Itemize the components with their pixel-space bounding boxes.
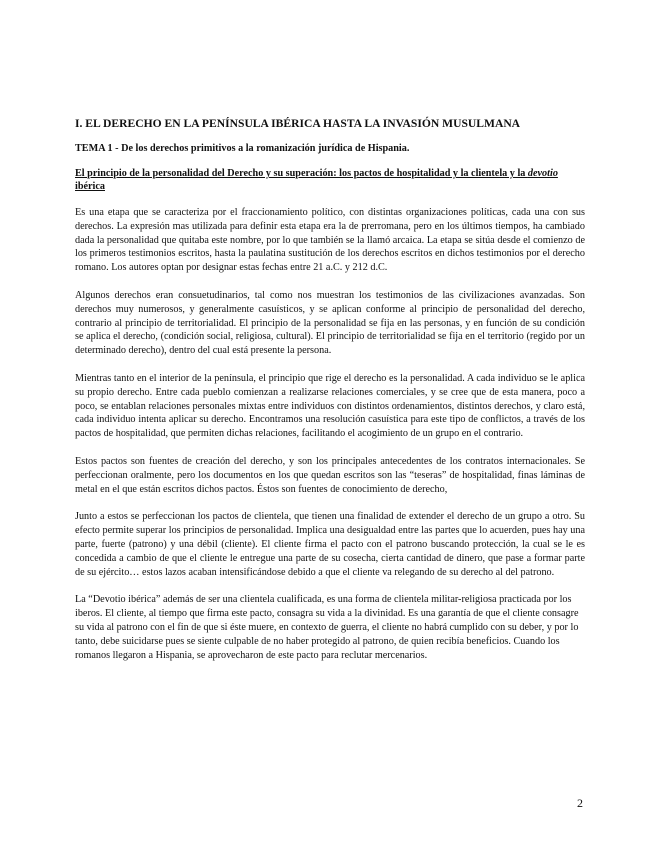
tema-title: TEMA 1 - De los derechos primitivos a la romanización jurídica de Hispania.	[75, 143, 410, 154]
page-number: 2	[577, 796, 583, 810]
paragraph-1: Es una etapa que se caracteriza por el fraccionamiento político, con distintas organizaciones políticas, cada una con sus derechos. La expresión mas utilizada para definir esta etapa era la de prerromana, pero en los últimos tiempos, ha cambiado dada la personalidad que quitaba este nombre, por lo que también se la llamó arcaica. La etapa se sitúa desde el comienzo de los primeros testimonios escritos, hasta la paulatina sustitución de los derechos escritos en dichos testimonios por el derecho romano. Los autores optan por designar estas fechas entre 21 a.C. y 212 d.C.	[75, 207, 585, 274]
section-title-end: ibérica	[75, 181, 105, 192]
section-title	[75, 167, 585, 193]
paragraph-3: Mientras tanto en el interior de la península, el principio que rige el derecho es la personalidad. A cada individuo se le aplica su propio derecho. Entre cada pueblo comienzan a realizarse relaciones comerciales, y se cree que de esta manera, poco a poco, se entablan relaciones personales mixtas entre individuos con distintos ordenamientos, distintos derechos, y claro está, cada individuo intenta aplicar su derecho. Encontramos una resolución casuística para este tipo de conflictos, a través de los pactos de hospitalidad, que permiten dichas relaciones, facilitando el acogimiento de un grupo en el contrario.	[75, 372, 585, 440]
paragraph-4: Estos pactos son fuentes de creación del derecho, y son los principales antecedentes de los contratos internacionales. Se perfeccionan oralmente, pero los documentos en los que quedan escritos son las “teseras” de hospitalidad, finas láminas de metal en el que están escritos dichos pactos. Éstos son fuentes de conocimiento de derecho,	[75, 455, 585, 495]
part-title: I. EL DERECHO EN LA PENÍNSULA IBÉRICA HASTA LA INVASIÓN MUSULMANA	[75, 117, 521, 130]
paragraph-5: Junto a estos se perfeccionan los pactos de clientela, que tienen una finalidad de extender el derecho de un grupo a otro. Su efecto permite superar los principios de personalidad. Implica una desigualdad entre las partes que lo acuerden, pues hay una parte, fuerte (patrono) y una débil (cliente). El cliente firma el pacto con el patrono buscando protección, la cual se le es concedida a cambio de que el cliente le entregue una parte de su cosecha, cierta cantidad de dinero, que pase a formar parte de su ejército… estos lazos acaban intensificándose debido a que el cliente va relegando de su derecho al del patrono.	[75, 511, 585, 578]
paragraph-2: Algunos derechos eran consuetudinarios, tal como nos muestran los testimonios de las civilizaciones avanzadas. Son derechos muy numerosos, y generalmente casuísticos, y se aplican conforme al principio de personalidad del derecho, contrario al principio de territorialidad. El principio de la personalidad se fija en las personas, y en función de su condición se aplica el derecho, (condición social, religiosa, cultural). El principio de territorialidad se fija en el territorio (regido por un determinado derecho), dentro del cual está presente la persona.	[75, 289, 585, 357]
section-title-devotio: devotio	[527, 168, 558, 179]
paragraph-6: La “Devotio ibérica” además de ser una clientela cualificada, es una forma de clientela militar-religiosa practicada por los iberos. El cliente, al tiempo que firma este pacto, consagra su vida a la divinidad. Es una garantía de que el cliente consagre su vida al patrono con el fin de que si éste muere, en contexto de guerra, el cliente no habrá cumplido con su deber, y por lo tanto, debe suicidarse pues se siente culpable de no haber protegido al patrono, de quien recibía beneficios. Cuando los romanos llegaron a Hispania, se aprovecharon de este pacto para reclutar mercenarios.	[75, 594, 579, 661]
section-title-text: El principio de la personalidad del Derecho y su superación: los pactos de hospitalidad y la clientela y la	[75, 168, 528, 179]
document-page	[75, 117, 585, 676]
